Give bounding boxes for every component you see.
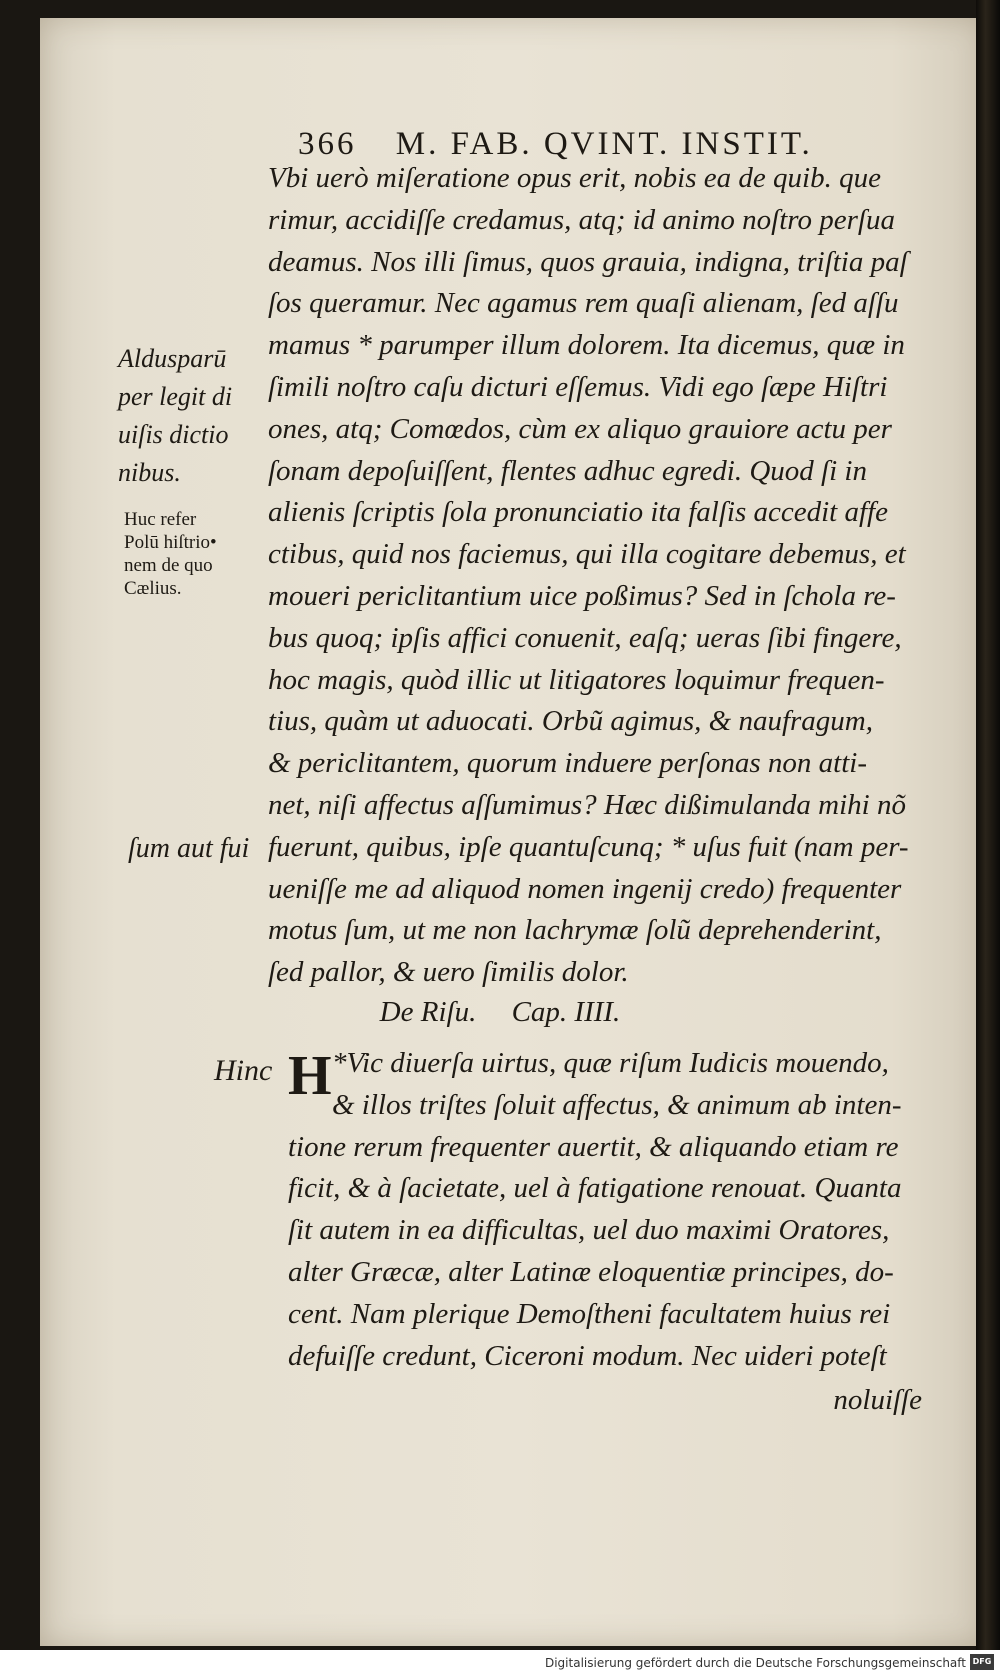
text-line: tione rerum frequenter auertit, & aliquando etiam re [288, 1130, 899, 1163]
text-line: cent. Nam plerique Demoſtheni facultatem huius rei [288, 1297, 891, 1330]
footer-bar [0, 1650, 1000, 1679]
text-line: *Vic diuerſa uirtus, quæ riſum Iudicis mouendo, [332, 1047, 889, 1079]
text-line: moueri periclitantium uice poßimus? Sed in ſchola re- [268, 579, 896, 612]
text-line: deamus. Nos illi ſimus, quos grauia, indigna, triſtia paſ [268, 245, 908, 278]
drop-cap: H [288, 1045, 332, 1107]
margin-note-hinc: Hinc [214, 1054, 273, 1087]
text-line: net, niſi affectus aſſumimus? Hæc dißimulanda mihi nõ [268, 788, 906, 821]
text-line: Vbi uerò miſeratione opus erit, nobis ea de quib. que [268, 162, 881, 194]
text-line: ones, atq; Comœdos, cùm ex aliquo grauiore actu per [268, 412, 892, 445]
catchword: noluiſſe [833, 1384, 922, 1416]
text-line: ſit autem in ea difficultas, uel duo maximi Oratores, [288, 1214, 890, 1247]
text-line: mamus * parumper illum dolorem. Ita dicemus, quæ in [268, 329, 905, 362]
text-line: ſos queramur. Nec agamus rem quaſi alienam, ſed aſſu [268, 287, 899, 320]
margin-note-sum-aut-fui: ſum aut fui [128, 833, 250, 864]
text-line: defuiſſe credunt, Ciceroni modum. Nec uideri poteſt [288, 1339, 887, 1372]
text-line: alter Græcæ, alter Latinæ eloquentiæ principes, do- [288, 1255, 894, 1288]
text-line: & illos triſtes ſoluit affectus, & animum ab inten- [332, 1088, 902, 1121]
dfg-logo: DFG [970, 1654, 994, 1670]
margin-note-huc-refer: Huc refer Polū hiſtrio• nem de quo Cælius. [124, 509, 217, 599]
text-line: ſed pallor, & uero ſimilis dolor. [268, 956, 629, 989]
text-line: rimur, accidiſſe credamus, atq; id animo noſtro perſua [268, 203, 895, 236]
text-line: ſimili noſtro caſu dicturi eſſemus. Vidi ego ſæpe Hiſtri [268, 370, 888, 403]
text-line: ueniſſe me ad aliquod nomen ingenij credo) frequenter [268, 872, 902, 905]
section-text [268, 158, 988, 994]
chapter-title: De Riſu. [379, 996, 477, 1028]
page-number: 366 [298, 126, 357, 162]
text-line: fuerunt, quibus, ipſe quantuſcunq; * uſus fuit (nam per- [268, 830, 909, 863]
text-line: ſonam depoſuiſſent, flentes adhuc egredi. Quod ſi in [268, 454, 867, 487]
text-line: hoc magis, quòd illic ut litigatores loquimur frequen- [268, 663, 885, 696]
text-line: ficit, & à ſacietate, uel à fatigatione renouat. Quanta [288, 1172, 902, 1205]
text-line: tius, quàm ut aduocati. Orbũ agimus, & naufragum, [268, 705, 873, 738]
text-line: bus quoq; ipſis affici conuenit, eaſq; ueras ſibi fingere, [268, 621, 902, 654]
chapter-heading [0, 996, 1000, 1029]
text-line: ctibus, quid nos faciemus, qui illa cogitare debemus, et [268, 538, 906, 571]
footer-credit: Digitalisierung gefördert durch die Deutsche Forschungsgemeinschaft [544, 1656, 966, 1670]
chapter-number: Cap. IIII. [511, 996, 621, 1028]
text-line: alienis ſcriptis ſola pronunciatio ita falſis accedit affe [268, 496, 888, 529]
margin-note-aldus: Aldusparū per legit di uiſis dictio nibus. [118, 344, 233, 487]
text-line: motus ſum, ut me non lachrymæ ſolũ deprehenderint, [268, 914, 882, 947]
text-line: & periclitantem, quorum induere perſonas non atti- [268, 747, 868, 780]
running-title: M. FAB. QVINT. INSTIT. [395, 126, 813, 162]
chapter-text [288, 1042, 998, 1376]
